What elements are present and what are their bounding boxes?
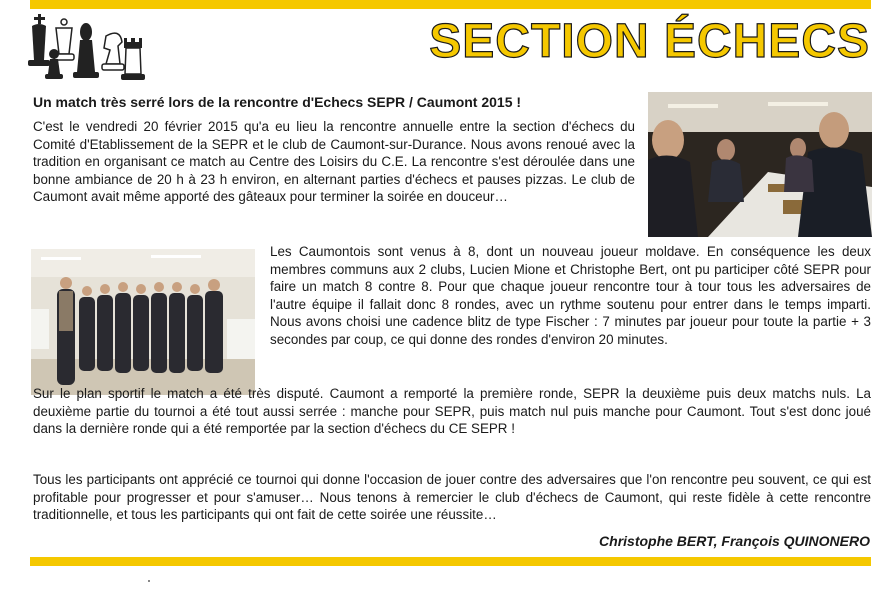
paragraph-thanks: Tous les participants ont apprécié ce tournoi qui donne l'occasion de jouer contre des adversaires que l'on rencontre peu souvent, ce qui est profitable pour progresser et pour s'amuser… Nous tenons à remercier le club d'échecs de Caumont, qui reste fidèle à cette rencontre traditionnelle, et tous les participants qui ont fait de cette soirée une réussite… — [33, 472, 871, 523]
page-title: SECTION ÉCHECS — [429, 15, 870, 68]
paragraph-results: Sur le plan sportif le match a été très disputé. Caumont a remporté la première ronde, SEPR la deuxième puis deux matchs nuls. La deuxième partie du tournoi a été tout aussi serrée : manche pour SEPR, puis match nul puis manche pour Caumont. Tout s'est donc joué dans la dernière ronde qui a été remportée par la section d'échecs du CE SEPR ! — [33, 386, 871, 437]
chess-pieces-icon — [24, 12, 146, 84]
scan-speck — [148, 580, 150, 582]
article-signature: Christophe BERT, François QUINONERO — [599, 533, 870, 549]
chess-players-photo — [648, 92, 872, 237]
group-photo — [31, 249, 255, 395]
paragraph-teams: Les Caumontois sont venus à 8, dont un nouveau joueur moldave. En conséquence les deux membres communs aux 2 clubs, Lucien Mione et Christophe Bert, ont pu participer côté SEPR pour faire un match 8 contre 8. Pour que chaque joueur rencontre tour à tour tous les adversaires de l'autre équipe il fallait donc 8 rondes, avec un rythme soutenu pour entrer dans le temps imparti. Nous avons choisi une cadence blitz de type Fischer : 7 minutes par joueur pour toute la partie + 3 secondes par coup, ce qui donne des rondes d'environ 20 minutes. — [270, 244, 871, 347]
paragraph-intro: C'est le vendredi 20 février 2015 qu'a eu lieu la rencontre annuelle entre la section d'échecs du Comité d'Etablissement de la SEPR et le club de Caumont-sur-Durance. Nous avons renoué avec la tradition en organisant ce match au Centre des Loisirs du C.E. La rencontre s'est déroulée dans une bonne ambiance de 20 h à 23 h environ, en alternant parties d'échecs et pauses pizzas. Le club de Caumont avait même apporté des gâteaux pour terminer la soirée en douceur… — [33, 119, 635, 205]
bottom-accent-bar — [30, 557, 871, 566]
top-accent-bar — [30, 0, 871, 9]
article-headline: Un match très serré lors de la rencontre d'Echecs SEPR / Caumont 2015 ! — [33, 94, 522, 110]
